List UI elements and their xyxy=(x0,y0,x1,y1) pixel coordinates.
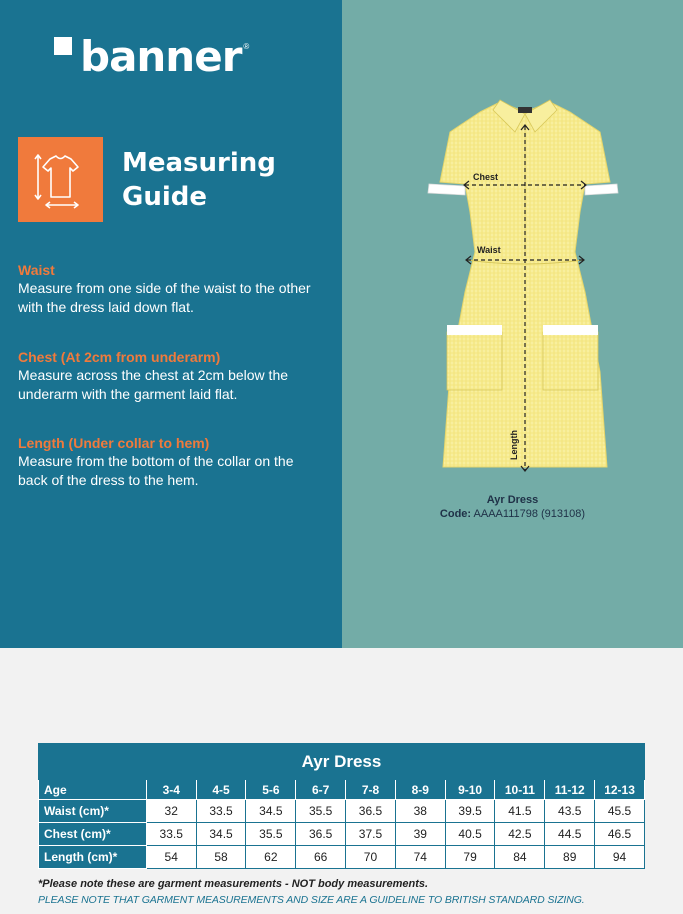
waist-label: Waist xyxy=(477,245,501,255)
code-value: AAAA111798 (913108) xyxy=(473,508,586,520)
length-text: Measure from the bottom of the collar on the back of the dress to the hem. xyxy=(18,453,294,488)
waist-text: Measure from one side of the waist to the other with the dress laid down flat. xyxy=(18,280,311,315)
table-cell: 46.5 xyxy=(595,823,645,846)
age-header: Age xyxy=(39,780,147,800)
table-header-row xyxy=(39,780,645,800)
table-row xyxy=(39,823,645,846)
table-row xyxy=(39,846,645,869)
size-header: 11-12 xyxy=(545,780,595,800)
table-cell: 40.5 xyxy=(445,823,495,846)
table-cell: 45.5 xyxy=(595,800,645,823)
size-header: 8-9 xyxy=(395,780,445,800)
table-cell: 58 xyxy=(196,846,246,869)
registered-mark: ® xyxy=(243,42,250,51)
table-cell: 94 xyxy=(595,846,645,869)
table-title: Ayr Dress xyxy=(39,744,645,780)
label-tag-icon xyxy=(518,107,532,113)
table-cell: 89 xyxy=(545,846,595,869)
logo-text: banner xyxy=(80,32,242,81)
table-cell: 37.5 xyxy=(346,823,396,846)
table-cell: 38 xyxy=(395,800,445,823)
title-line-2: Guide xyxy=(122,182,208,212)
sizing-guideline-note: PLEASE NOTE THAT GARMENT MEASUREMENTS AND SIZE ARE A GUIDELINE TO BRITISH STANDARD SIZING. xyxy=(38,894,585,906)
table-title-row xyxy=(39,744,645,780)
table-cell: 84 xyxy=(495,846,545,869)
table-cell: 62 xyxy=(246,846,296,869)
table-cell: 34.5 xyxy=(196,823,246,846)
table-cell: 35.5 xyxy=(246,823,296,846)
size-header: 9-10 xyxy=(445,780,495,800)
size-table xyxy=(38,743,645,869)
tshirt-measure-icon xyxy=(18,137,103,222)
table-cell: 70 xyxy=(346,846,396,869)
row-label: Waist (cm)* xyxy=(39,800,147,823)
row-label: Chest (cm)* xyxy=(39,823,147,846)
size-header: 10-11 xyxy=(495,780,545,800)
dress-illustration xyxy=(425,92,625,472)
waist-heading: Waist xyxy=(18,262,55,278)
left-panel xyxy=(0,0,342,648)
size-header: 12-13 xyxy=(595,780,645,800)
table-cell: 41.5 xyxy=(495,800,545,823)
banner-logo xyxy=(54,32,249,82)
table-cell: 66 xyxy=(296,846,346,869)
page-title xyxy=(122,146,276,214)
table-cell: 33.5 xyxy=(146,823,196,846)
length-heading: Length (Under collar to hem) xyxy=(18,435,210,451)
title-line-1: Measuring xyxy=(122,148,276,178)
chest-section xyxy=(18,348,318,404)
size-header: 7-8 xyxy=(346,780,396,800)
size-header: 3-4 xyxy=(146,780,196,800)
table-cell: 35.5 xyxy=(296,800,346,823)
length-label: Length xyxy=(509,430,519,460)
table-cell: 33.5 xyxy=(196,800,246,823)
garment-note: *Please note these are garment measurements - NOT body measurements. xyxy=(38,878,429,890)
table-cell: 43.5 xyxy=(545,800,595,823)
table-row xyxy=(39,800,645,823)
dress-code xyxy=(342,508,683,520)
length-section xyxy=(18,434,318,490)
table-cell: 79 xyxy=(445,846,495,869)
table-cell: 74 xyxy=(395,846,445,869)
code-label: Code: xyxy=(439,508,472,520)
table-cell: 39.5 xyxy=(445,800,495,823)
row-label: Length (cm)* xyxy=(39,846,147,869)
table-cell: 54 xyxy=(146,846,196,869)
size-header: 6-7 xyxy=(296,780,346,800)
waist-section xyxy=(18,261,318,317)
size-header: 4-5 xyxy=(196,780,246,800)
chest-heading: Chest (At 2cm from underarm) xyxy=(18,349,221,365)
chest-label: Chest xyxy=(473,172,499,182)
table-cell: 44.5 xyxy=(545,823,595,846)
table-cell: 34.5 xyxy=(246,800,296,823)
table-cell: 42.5 xyxy=(495,823,545,846)
table-cell: 32 xyxy=(146,800,196,823)
table-cell: 36.5 xyxy=(346,800,396,823)
size-header: 5-6 xyxy=(246,780,296,800)
chest-text: Measure across the chest at 2cm below the underarm with the garment laid flat. xyxy=(18,367,289,402)
table-cell: 39 xyxy=(395,823,445,846)
table-cell: 36.5 xyxy=(296,823,346,846)
logo-square-icon xyxy=(54,37,72,55)
dress-name: Ayr Dress xyxy=(486,494,539,506)
